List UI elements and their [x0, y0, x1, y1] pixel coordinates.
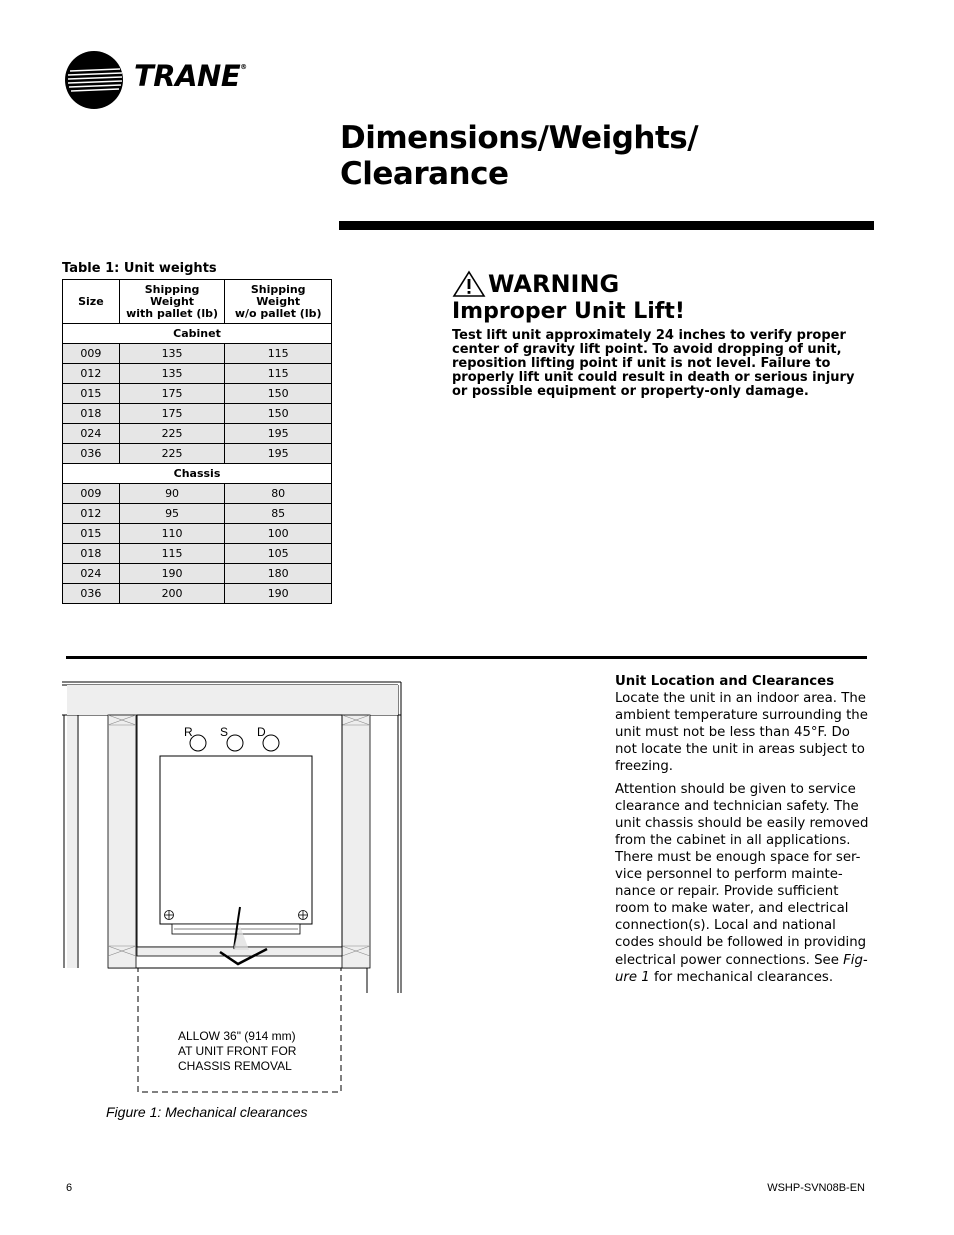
screw-right-icon	[299, 911, 308, 920]
cell-size: 012	[63, 504, 120, 524]
cell-size: 015	[63, 524, 120, 544]
table-section-row	[63, 464, 332, 484]
warning-triangle-icon	[452, 270, 486, 298]
trane-logo-icon	[64, 50, 124, 110]
table-row	[63, 524, 332, 544]
section-rule	[66, 656, 867, 659]
cell-with: 225	[119, 444, 225, 464]
cell-with: 95	[119, 504, 225, 524]
cell-with: 225	[119, 424, 225, 444]
table-row	[63, 484, 332, 504]
cell-without: 85	[225, 504, 332, 524]
unit-weights-table	[62, 279, 332, 604]
chassis	[160, 756, 312, 924]
cell-with: 90	[119, 484, 225, 504]
table-row	[63, 444, 332, 464]
cell-without: 100	[225, 524, 332, 544]
cell-without: 105	[225, 544, 332, 564]
cell-without: 195	[225, 424, 332, 444]
screw-left-icon	[165, 911, 174, 920]
document-id: WSHP-SVN08B-EN	[767, 1182, 865, 1194]
cell-size: 018	[63, 404, 120, 424]
header-without-pallet: Shipping Weight w/o pallet (lb)	[225, 280, 332, 324]
table-row	[63, 504, 332, 524]
cell-size: 009	[63, 484, 120, 504]
right-insulation	[342, 715, 370, 968]
warning-box	[452, 270, 872, 399]
cell-without: 115	[225, 364, 332, 384]
table-row	[63, 404, 332, 424]
title-rule	[339, 221, 874, 230]
cell-without: 150	[225, 404, 332, 424]
figure-reference-link[interactable]: Fig-ure 1	[615, 952, 868, 985]
cell-with: 190	[119, 564, 225, 584]
label-r: R	[184, 725, 193, 739]
section-label: Chassis	[63, 464, 332, 484]
table-row	[63, 364, 332, 384]
table-row	[63, 384, 332, 404]
cell-without: 180	[225, 564, 332, 584]
table-row	[63, 584, 332, 604]
location-paragraph-2: Attention should be given to service clearance and technician safety. The unit chassis should be easily removed from the cabinet in all applications. There must be enough space for ser-vice personnel to perform mainte-nance or repair. Provide sufficient room to make water, and electrical connection(s). Local and national codes should be followed in providing electrical power connections. See Fig-ure 1 for mechanical clearances.	[615, 781, 869, 985]
page-title: Dimensions/Weights/ Clearance	[340, 120, 699, 192]
location-paragraph-1: Locate the unit in an indoor area. The ambient temperature surrounding the unit must not be less than 45°F. Do not locate the unit in areas subject to freezing.	[615, 691, 868, 775]
section-heading: Unit Location and Clearances	[615, 674, 835, 689]
cell-without: 115	[225, 344, 332, 364]
figure-caption: Figure 1: Mechanical clearances	[106, 1104, 308, 1120]
table-row	[63, 564, 332, 584]
cell-size: 012	[63, 364, 120, 384]
cell-without: 195	[225, 444, 332, 464]
header-with-pallet: Shipping Weight with pallet (lb)	[119, 280, 225, 324]
cell-with: 175	[119, 404, 225, 424]
cell-size: 024	[63, 564, 120, 584]
page-number: 6	[66, 1182, 73, 1194]
brand-name: TRANE®	[134, 59, 247, 93]
cell-with: 135	[119, 364, 225, 384]
warning-heading: WARNING	[488, 270, 620, 298]
cell-size: 024	[63, 424, 120, 444]
table-caption: Table 1: Unit weights	[62, 261, 217, 276]
label-d: D	[257, 725, 266, 739]
table-row	[63, 424, 332, 444]
section-label: Cabinet	[63, 324, 332, 344]
cell-without: 150	[225, 384, 332, 404]
warning-body: Test lift unit approximately 24 inches to verify proper center of gravity lift point. To avoid dropping of unit, reposition lifting point if unit is not level. Failure to properly lift unit could result in death or serious injury or possible equipment or property-only damage.	[452, 328, 855, 399]
header-size: Size	[63, 280, 120, 324]
clearance-note: ALLOW 36" (914 mm) AT UNIT FRONT FOR CHASSIS REMOVAL	[178, 1029, 297, 1073]
cell-size: 015	[63, 384, 120, 404]
cell-size: 036	[63, 444, 120, 464]
warning-subheading: Improper Unit Lift!	[452, 299, 685, 324]
left-insulation	[108, 715, 136, 968]
cell-without: 80	[225, 484, 332, 504]
cell-size: 018	[63, 544, 120, 564]
label-s: S	[220, 725, 229, 739]
table-row	[63, 544, 332, 564]
cell-with: 115	[119, 544, 225, 564]
table-header-row	[63, 280, 332, 324]
cell-with: 175	[119, 384, 225, 404]
cell-with: 110	[119, 524, 225, 544]
unit-location-section	[615, 673, 870, 991]
table-row	[63, 344, 332, 364]
cell-with: 200	[119, 584, 225, 604]
cell-size: 009	[63, 344, 120, 364]
cell-size: 036	[63, 584, 120, 604]
cell-with: 135	[119, 344, 225, 364]
supply-connection-icon	[227, 735, 243, 751]
table-section-row	[63, 324, 332, 344]
cell-without: 190	[225, 584, 332, 604]
